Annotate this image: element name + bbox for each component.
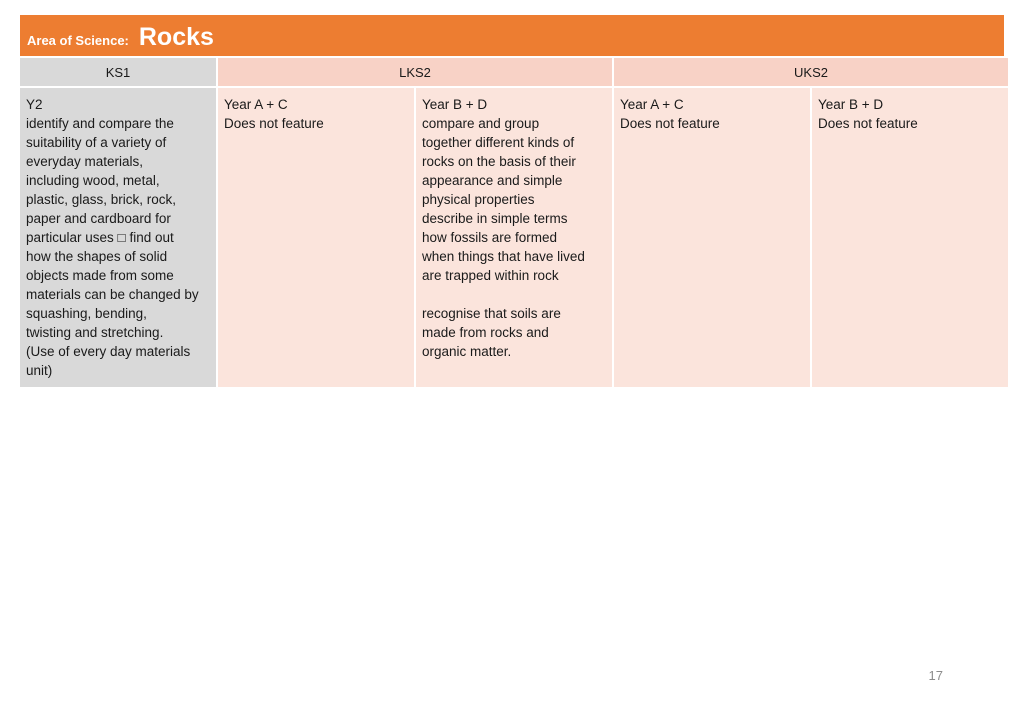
area-label: Area of Science:: [27, 33, 129, 48]
curriculum-table: [18, 58, 1010, 387]
cell-lks2-year-a-text: Year A + C Does not feature: [224, 97, 324, 131]
page-number: 17: [928, 668, 943, 683]
header-lks2: LKS2: [218, 58, 612, 88]
header-uks2: UKS2: [614, 58, 1008, 88]
cell-ks1-text: Y2 identify and compare the suitability of a variety of everyday materials, including wood, metal, plastic, glass, brick, rock, paper and cardboard for particular uses □ find out how the shapes of solid objects made from some materials can be changed by squashing, bending, twisting and stretching. (Use of every day materials unit): [26, 97, 199, 378]
cell-uks2-year-b: [812, 88, 1008, 387]
cell-lks2-year-a: [218, 88, 414, 387]
cell-uks2-year-a: [614, 88, 810, 387]
area-title: Rocks: [138, 23, 214, 51]
cell-lks2-year-b-text: Year B + D compare and group together different kinds of rocks on the basis of their appearance and simple physical properties describe in simple terms how fossils are formed when things that have lived are trapped within rock recognise that soils are made from rocks and organic matter.: [422, 97, 585, 359]
cell-uks2-year-b-text: Year B + D Does not feature: [818, 97, 918, 131]
cell-lks2-year-b: [416, 88, 612, 387]
table-row: [20, 88, 1008, 387]
title-bar: [20, 15, 1004, 56]
header-ks1: KS1: [20, 58, 216, 88]
header-row: [20, 58, 1008, 88]
cell-uks2-year-a-text: Year A + C Does not feature: [620, 97, 720, 131]
cell-ks1: [20, 88, 216, 387]
